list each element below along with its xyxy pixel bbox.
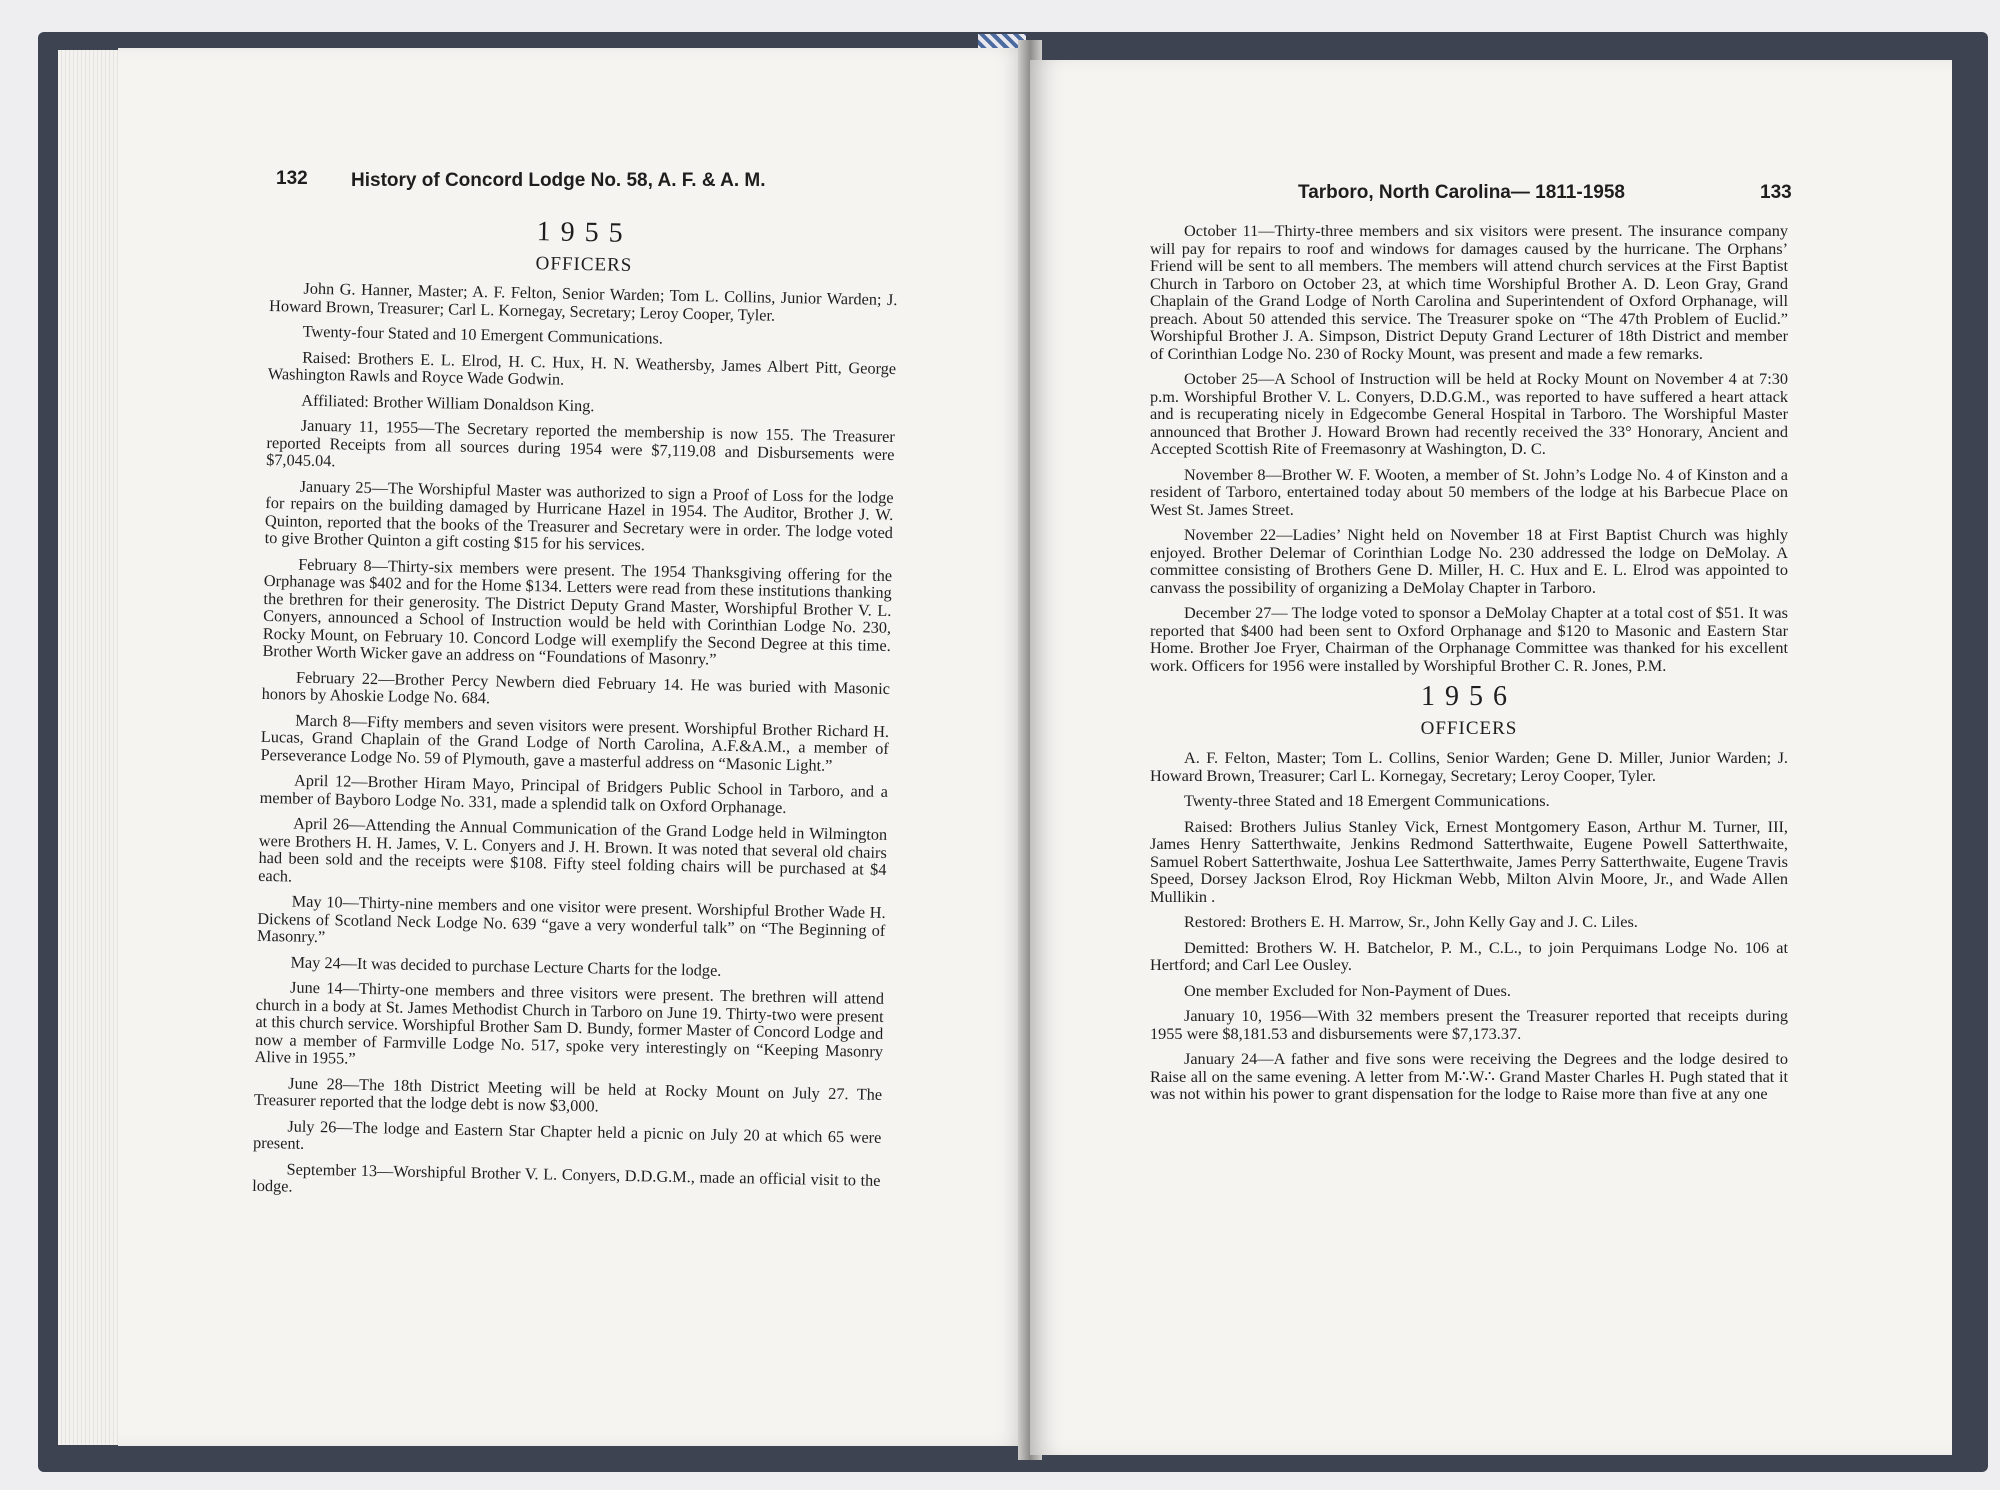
paragraph: May 10—Thirty-nine members and one visitor were present. Worshipful Brother Wade H. Dickens of Scotland Neck Lodge No. 639 “gave a very wonderful talk” on “The Beginning of Masonry.” [256,891,886,947]
paragraph: April 26—Attending the Annual Communication of the Grand Lodge held in Wilmington were Brothers H. H. James, V. L. Conyers and J. H. Brown. It was noted that several old chairs had been sold and the receipts were $108. Fifty steel folding chairs will be purchased at $4 each. [258,813,888,886]
paragraph: April 12—Brother Hiram Mayo, Principal of Bridgers Public School in Tarboro, and a member of Bayboro Lodge No. 331, made a splendid talk on Oxford Orphanage. [259,770,889,817]
paragraph: Twenty-three Stated and 18 Emergent Communications. [1184,791,1550,810]
paragraph: October 11—Thirty-three members and six visitors were present. The insurance company will pay for repairs to roof and windows for damages caused by the hurricane. The Orphans’ Friend will be sent to all members. The members will attend church services at the First Baptist Church in Tarboro on October 23, at which time Worshipful Brother A. D. Leon Gray, Grand Chaplain of the Grand Lodge of North Carolina and Superintendent of Oxford Orphanage, will preach. About 50 attended this service. The Treasurer spoke on “The 47th Problem of Euclid.” Worshipful Brother J. A. Simpson, District Deputy Grand Lecturer of 18th District and member of Corinthian Lodge No. 230 of Rocky Mount, was present and made a few remarks. [1150,221,1788,363]
year-heading: 1955 [536,216,633,249]
officers-heading: OFFICERS [1420,717,1518,739]
paragraph: December 27— The lodge voted to sponsor a DeMolay Chapter at a total cost of $51. It was reported that $400 had been sent to Oxford Orphanage and $120 to Masonic and Eastern Star Home. Brother Joe Fryer, Chairman of the Orphanage Committee was thanked for his excellent work. Officers for 1956 were installed by Worshipful Brother C. R. Jones, P.M. [1150,603,1788,675]
paragraph: July 26—The lodge and Eastern Star Chapter held a picnic on July 20 at which 65 were present. [252,1115,882,1153]
officers-heading: OFFICERS [535,252,633,276]
page-number: 132 [276,168,308,189]
left-page [118,48,1030,1446]
paragraph: May 24—It was decided to purchase Lecture Charts for the lodge. [290,952,722,980]
paragraph: January 24—A father and five sons were receiving the Degrees and the lodge desired to Raise all on the same evening. A letter from M∴W∴ Grand Master Charles H. Pugh stated that it was not within his power to grant dispensation for the lodge to Raise more than five at any one [1150,1049,1788,1103]
paragraph: November 22—Ladies’ Night held on November 18 at First Baptist Church was highly enjoyed. Brother Delemar of Corinthian Lodge No. 230 addressed the lodge on DeMolay. A committee consisting of Brothers Gene D. Miller, H. C. Hux and E. L. Elrod was appointed to canvass the possibility of organizing a DeMolay Chapter in Tarboro. [1150,525,1788,597]
paragraph: Affiliated: Brother William Donaldson King. [301,390,595,415]
paragraph: Raised: Brothers E. L. Elrod, H. C. Hux, H. N. Weathersby, James Albert Pitt, George Washington Rawls and Royce Wade Godwin. [267,347,897,389]
paragraph: January 10, 1956—With 32 members present the Treasurer reported that receipts during 1955 were $8,181.53 and disbursements were $7,173.37. [1150,1006,1788,1043]
paragraph: September 13—Worshipful Brother V. L. Conyers, D.D.G.M., made an official visit to the lodge. [252,1158,881,1196]
paragraph: February 22—Brother Percy Newbern died February 14. He was buried with Masonic honors by Ahoskie Lodge No. 684. [261,667,891,708]
paragraph: June 28—The 18th District Meeting will be held at Rocky Mount on July 27. The Treasurer reported that the lodge debt is now $3,000. [253,1072,883,1116]
paragraph: Raised: Brothers Julius Stanley Vick, Ernest Montgomery Eason, Arthur M. Turner, III, James Henry Satterthwaite, Jenkins Redmond Satterthwaite, Eugene Powell Satterthwaite, Samuel Robert Satterthwaite, Joshua Lee Satterthwaite, James Perry Satterthwaite, Eugene Travis Speed, Dorsey Jackson Elrod, Roy Hickman Webb, Milton Alvin Moore, Jr., and Wade Allen Mullikin . [1150,816,1788,906]
paragraph: November 8—Brother W. F. Wooten, a member of St. John’s Lodge No. 4 of Kinston and a resident of Tarboro, entertained today about 50 members of the lodge at his Barbecue Place on West St. James Street. [1150,464,1788,519]
paragraph: Twenty-four Stated and 10 Emergent Communications. [302,321,664,348]
paragraph: June 14—Thirty-one members and three visitors were present. The brethren will attend church in a body at St. James Methodist Church in Tarboro on June 19. Thirty-two were present at this church service. Worshipful Brother Sam D. Bundy, former Master of Concord Lodge and now a member of Farmville Lodge No. 517, spoke very interestingly on “Keeping Masonry Alive in 1955.” [254,977,885,1068]
paragraph: Demitted: Brothers W. H. Batchelor, P. M., C.L., to join Perquimans Lodge No. 106 at Hertford; and Carl Lee Ousley. [1150,937,1788,974]
right-page [1030,60,1952,1455]
paragraph: October 25—A School of Instruction will be held at Rocky Mount on November 4 at 7:30 p.m. Worshipful Brother V. L. Conyers, D.D.G.M., was reported to have suffered a heart attack and is recuperating nicely in Edgecombe General Hospital in Tarboro. The Worshipful Master announced that Brother J. Howard Brown had recently received the 33° Honorary, Ancient and Accepted Scottish Rite of Freemasonry at Washington, D. C. [1150,369,1788,458]
paragraph: Restored: Brothers E. H. Marrow, Sr., John Kelly Gay and J. C. Liles. [1184,912,1638,931]
running-head: History of Concord Lodge No. 58, A. F. & A. M. [351,170,766,191]
text-column [1150,222,1788,1111]
paragraph: February 8—Thirty-six members were present. The 1954 Thanksgiving offering for the Orphanage was $402 and for the Home $134. Letters were read from these institutions thanking the brethren for their generosity. The District Deputy Grand Master, Worshipful Brother V. L. Conyers, announced a School of Instruction would be held with Corinthian Lodge No. 230, Rocky Mount, on February 10. Concord Lodge will exemplify the Second Degree at this time. Brother Worth Wicker gave an address on “Foundations of Masonry.” [262,554,893,669]
year-heading: 1956 [1421,681,1517,712]
paragraph: A. F. Felton, Master; Tom L. Collins, Senior Warden; Gene D. Miller, Junior Warden; J. Howard Brown, Treasurer; Carl L. Kornegay, Secretary; Leroy Cooper, Tyler. [1150,748,1788,785]
running-head: Tarboro, North Carolina— 1811-1958 [1298,182,1625,203]
text-column [252,210,899,1214]
paragraph: March 8—Fifty members and seven visitors were present. Worshipful Brother Richard H. Lucas, Grand Chaplain of the Grand Lodge of North Carolina, A.F.&A.M., a member of Perseverance Lodge No. 59 of Plymouth, gave a masterful address on “Masonic Light.” [260,710,890,775]
paragraph: January 25—The Worshipful Master was authorized to sign a Proof of Loss for the lodge for repairs on the building damaged by Hurricane Hazel in 1954. The Auditor, Brother J. W. Quinton, reported that the books of the Treasurer and Secretary were in order. The lodge voted to give Brother Quinton a gift costing $15 for his services. [264,476,894,555]
paragraph: January 11, 1955—The Secretary reported the membership is now 155. The Treasurer reported Receipts from all sources during 1954 were $7,119.08 and Disbursements were $7,045.04. [266,415,895,471]
paragraph: John G. Hanner, Master; A. F. Felton, Senior Warden; Tom L. Collins, Junior Warden; J. Howard Brown, Treasurer; Carl L. Kornegay, Secretary; Leroy Cooper, Tyler. [268,278,898,325]
paragraph: One member Excluded for Non-Payment of Dues. [1184,980,1511,1000]
page-number: 133 [1760,182,1792,203]
